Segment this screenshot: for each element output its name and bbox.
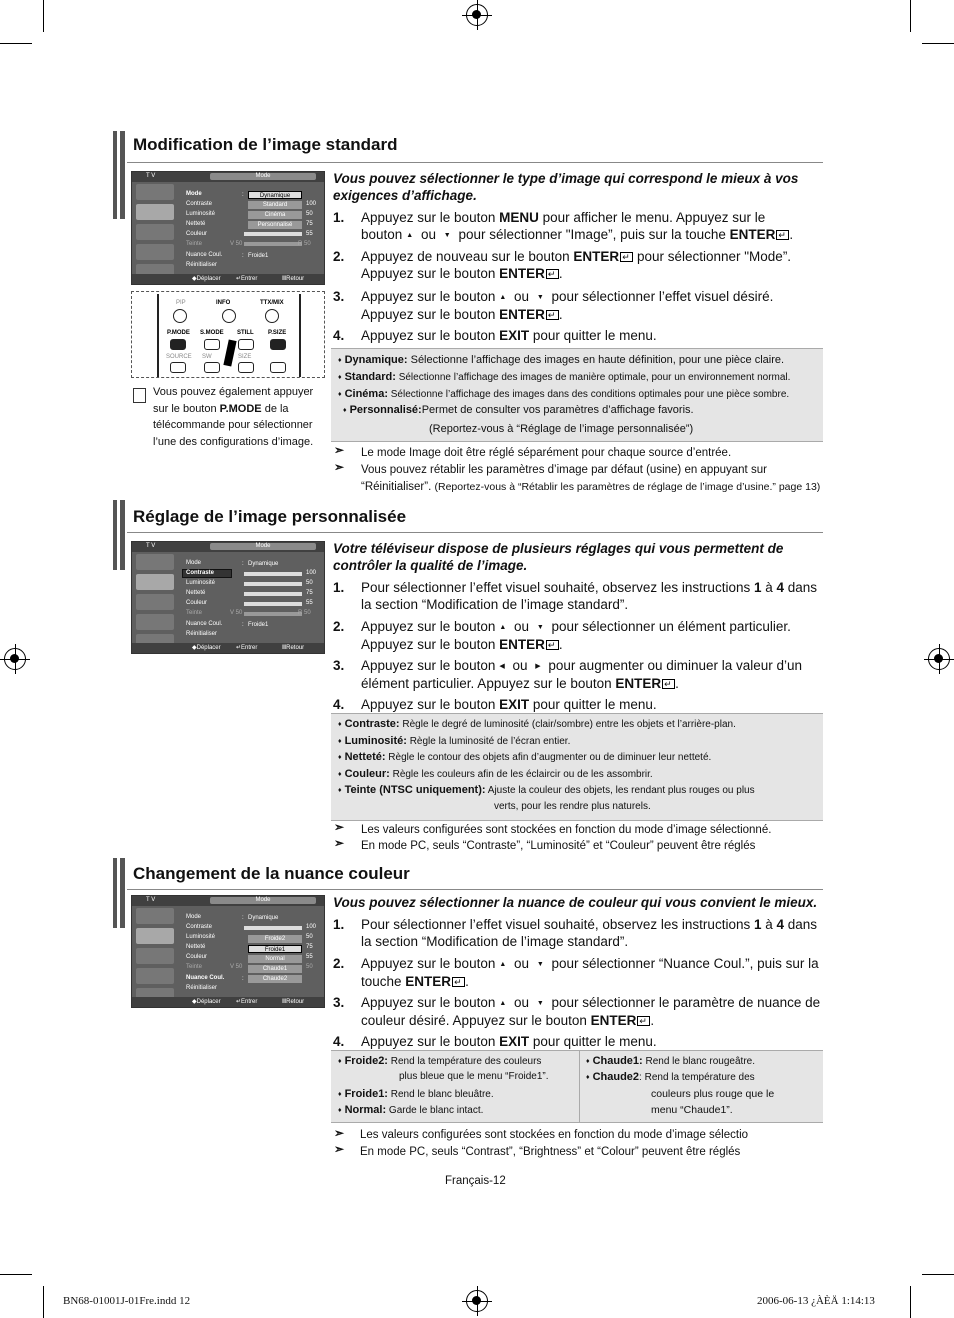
remote-label-source: SOURCE <box>166 354 192 360</box>
slider-bar <box>244 572 302 576</box>
note-text: Le mode Image doit être réglé séparément pour chaque source d’entrée. <box>361 447 732 459</box>
crop-mark <box>922 43 954 44</box>
bullet-item: ♦ Netteté: Règle le contour des objets afin d’augmenter ou de diminuer leur netteté. <box>338 751 712 763</box>
bullet-item: ♦ Froide1: Rend le blanc bleuâtre. <box>338 1088 494 1100</box>
slider-bar <box>244 592 302 596</box>
remote-label-swap: SW <box>202 354 212 360</box>
option-chaude1: Chaude1 <box>248 965 302 973</box>
bullet-item: ♦ Luminosité: Règle la luminosité de l’écran entier. <box>338 735 571 747</box>
note-arrow-icon: ➣ <box>334 1126 345 1140</box>
section-marker <box>117 131 120 219</box>
mode-value: Dynamique <box>248 915 279 921</box>
remote-label-still: STILL <box>237 330 254 336</box>
enter-icon <box>452 977 465 987</box>
info-box <box>331 1050 823 1123</box>
teinte-r: R 50 <box>298 610 311 616</box>
value: 75 <box>306 221 313 227</box>
value: 50 <box>306 934 313 940</box>
slider-bar <box>244 582 302 586</box>
slider-bar <box>244 232 302 236</box>
enter-icon <box>637 1016 650 1026</box>
psize-button-icon <box>270 339 286 350</box>
registration-mark-icon <box>928 648 950 670</box>
note-arrow-icon: ➣ <box>334 443 345 457</box>
up-arrow-icon <box>495 995 510 1010</box>
footer-back: Retour <box>286 999 305 1005</box>
crop-mark <box>922 1274 954 1275</box>
bullet-item: ♦ Chaude1: Rend le blanc rougeâtre. <box>586 1055 755 1067</box>
print-date: 2006-06-13 ¿ÀÈÄ 1:14:13 <box>757 1295 875 1307</box>
crop-mark <box>43 1286 44 1318</box>
nuance-value: Froide1 <box>248 622 269 628</box>
tip-text: Vous pouvez également appuyer sur le bouton P.MODE de la télécommande pour sélectionner l’une des configurations d’image. <box>153 386 314 448</box>
option-normal: Normal <box>248 955 302 963</box>
registration-mark-icon <box>466 1290 488 1312</box>
slider-bar <box>244 612 302 616</box>
tv-label: T V <box>146 543 156 549</box>
page-number: Français-12 <box>445 1175 506 1187</box>
remote-label-pip: PIP <box>176 300 186 306</box>
footer-enter: Entrer <box>241 999 258 1005</box>
footer-move: Déplacer <box>196 645 221 651</box>
footer-move: Déplacer <box>196 276 221 282</box>
bullet-continuation: verts, pour les rendre plus naturels. <box>494 801 651 812</box>
bullet-item: ♦ Personnalisé:Permet de consulter vos paramètres d’affichage favoris. <box>343 404 694 416</box>
bullet-continuation: plus bleue que le menu “Froide1”. <box>399 1071 549 1082</box>
footer-enter: Entrer <box>241 276 258 282</box>
colon: : <box>242 253 244 259</box>
colon: : <box>242 622 244 628</box>
menu-item-mode: Mode <box>186 914 202 920</box>
footer-back: Retour <box>286 645 305 651</box>
menu-header: Mode <box>210 897 316 904</box>
value: 55 <box>306 954 313 960</box>
option-dynamique: Dynamique <box>248 191 302 199</box>
remote-label-smode: S.MODE <box>200 330 224 336</box>
option-froide2: Froide2 <box>248 935 302 943</box>
slider-bar <box>244 602 302 606</box>
up-button-icon <box>270 362 286 373</box>
down-arrow-icon <box>533 619 548 634</box>
section-marker <box>117 500 120 570</box>
menu-item-contraste: Contraste <box>186 924 213 930</box>
section-rule <box>127 162 823 163</box>
value: 50 <box>306 211 313 217</box>
menu-item-nettete: Netteté <box>186 221 206 227</box>
menu-item-teinte: Teinte <box>186 610 203 616</box>
menu-item-reinit: Réinitialiser <box>186 985 218 991</box>
crop-mark <box>910 1286 911 1318</box>
info-button-icon <box>222 309 236 323</box>
menu-item-reinit: Réinitialiser <box>186 631 218 637</box>
value: 75 <box>306 944 313 950</box>
menu-item-nettete: Netteté <box>186 590 206 596</box>
up-arrow-icon <box>495 619 510 634</box>
menu-item-contraste: Contraste <box>186 570 215 576</box>
section-intro: Vous pouvez sélectionner le type d’image qui correspond le mieux à vos exigences d’affichage. <box>333 171 799 203</box>
right-arrow-icon <box>531 658 544 673</box>
teinte-v: V 50 <box>230 610 243 616</box>
slider-bar <box>244 926 302 930</box>
option-standard: Standard <box>248 201 302 209</box>
section-intro: Votre téléviseur dispose de plusieurs réglages qui vous permettent de contrôler la qualité de l’image. <box>333 541 784 573</box>
section-title: Réglage de l’image personnalisée <box>133 507 407 526</box>
still-button-icon <box>238 339 254 350</box>
menu-item-nuance: Nuance Coul. <box>186 252 223 258</box>
up-arrow-icon <box>495 956 510 971</box>
enter-icon <box>662 679 675 689</box>
note-text: “Réinitialiser”. (Reportez-vous à “Rétablir les paramètres de réglage de l’image d’usine.” page 13) <box>361 481 821 493</box>
note-text: En mode PC, seuls “Contraste”, “Luminosité” et “Couleur” peuvent être réglés <box>361 840 756 852</box>
value: 75 <box>306 590 313 596</box>
bullet-continuation: couleurs plus rouge que le <box>651 1088 775 1100</box>
bullet-item: ♦ Cinéma: Sélectionne l’affichage des images dans des conditions optimales pour une pièce sombre. <box>338 388 790 400</box>
tv-label: T V <box>146 897 156 903</box>
value: 100 <box>306 201 317 207</box>
teinte-r: R 50 <box>298 241 311 247</box>
ttx-button-icon <box>265 309 279 323</box>
section-rule <box>127 889 823 890</box>
enter-icon <box>620 252 633 262</box>
mode-value: Dynamique <box>248 561 279 567</box>
bullet-item: ♦ Froide2: Rend la température des couleurs <box>338 1055 542 1067</box>
menu-item-couleur: Couleur <box>186 954 208 960</box>
bullet-item: ♦ Normal: Garde le blanc intact. <box>338 1104 484 1116</box>
value: 50 <box>306 964 313 970</box>
registration-mark-icon <box>4 648 26 670</box>
footer-move: Déplacer <box>196 999 221 1005</box>
colon: : <box>242 915 244 921</box>
menu-item-teinte: Teinte <box>186 964 203 970</box>
bullet-item: ♦ Chaude2: Rend la température des <box>586 1071 755 1083</box>
enter-icon <box>546 640 559 650</box>
menu-item-teinte: Teinte <box>186 241 203 247</box>
teinte-v: V 50 <box>230 964 243 970</box>
bullet-item: ♦ Contraste: Règle le degré de luminosité (clair/sombre) entre les objets et l’arrière-plan. <box>338 718 736 730</box>
option-personnalise: Personnalisé <box>248 221 302 229</box>
smode-button-icon <box>204 339 220 350</box>
section-marker <box>117 858 120 928</box>
note-arrow-icon: ➣ <box>334 460 345 474</box>
file-name: BN68-01001J-01Fre.indd 12 <box>63 1295 191 1307</box>
menu-item-luminosite: Luminosité <box>186 580 216 586</box>
enter-icon <box>776 230 789 240</box>
remote-label-pmode: P.MODE <box>167 330 190 336</box>
menu-item-luminosite: Luminosité <box>186 934 216 940</box>
crop-mark <box>0 1274 32 1275</box>
bullet-item: ♦ Standard: Sélectionne l’affichage des images de manière optimale, pour un environnement normal. <box>338 371 791 383</box>
colon: : <box>242 192 244 198</box>
bullet-continuation: menu “Chaude1”. <box>651 1104 733 1116</box>
down-arrow-icon <box>440 227 455 242</box>
value: 100 <box>306 924 317 930</box>
option-cinema: Cinéma <box>248 211 302 219</box>
menu-item-nettete: Netteté <box>186 944 206 950</box>
footer-back: Retour <box>286 276 305 282</box>
left-arrow-icon <box>495 658 508 673</box>
value: 50 <box>306 580 313 586</box>
menu-item-nuance: Nuance Coul. <box>186 621 223 627</box>
menu-item-couleur: Couleur <box>186 600 208 606</box>
remote-label-ttx: TTX/MIX <box>260 300 284 306</box>
up-arrow-icon <box>402 227 417 242</box>
menu-item-nuance: Nuance Coul. <box>186 975 225 981</box>
crop-mark <box>0 43 32 44</box>
remote-label-info: INFO <box>216 300 231 306</box>
note-arrow-icon: ➣ <box>334 820 345 834</box>
tv-menu-screen: T V Mode Mode Contraste Luminosité Netteté Couleur Teinte Nuance Coul. Réinitialiser : Dynamique : Froide2 Froide1 Normal Chaude1 Chaude2 V 50 100 50 75 55 50 ◆ Déplacer ↵ Entrer Ⅲ Retour <box>131 895 325 1008</box>
menu-header: Mode <box>210 173 316 180</box>
value: 55 <box>306 600 313 606</box>
value: 55 <box>306 231 313 237</box>
menu-header: Mode <box>210 543 316 550</box>
swap-button-icon <box>204 362 220 373</box>
option-froide1: Froide1 <box>248 945 302 953</box>
remote-control-illustration <box>131 291 325 378</box>
note-text: Les valeurs configurées sont stockées en fonction du mode d’image sélectio <box>360 1129 749 1141</box>
info-box <box>331 713 823 821</box>
menu-item-couleur: Couleur <box>186 231 208 237</box>
pip-button-icon <box>173 309 187 323</box>
tv-menu-screen: T V Mode Mode Contraste Luminosité Netteté Couleur Teinte Nuance Coul. Réinitialiser : Dynamique : Froide1 V 50 R 50 100 50 75 55 ◆ Déplacer ↵ Entrer Ⅲ Retour <box>131 541 325 654</box>
note-icon <box>133 388 146 403</box>
section-title: Changement de la nuance couleur <box>133 864 410 883</box>
pmode-button-icon <box>170 339 186 350</box>
menu-item-mode: Mode <box>186 191 202 197</box>
size-button-icon <box>238 362 254 373</box>
note-arrow-icon: ➣ <box>334 836 345 850</box>
up-arrow-icon <box>495 289 510 304</box>
bullet-item: ♦ Couleur: Règle les couleurs afin de les éclaircir ou de les assombrir. <box>338 768 653 780</box>
tv-menu-screen: T V Mode Mode Contraste Luminosité Netteté Couleur Teinte Nuance Coul. Réinitialiser : : Froide1 Dynamique Standard Cinéma Personnalisé V 50 R 50 100 50 75 55 ◆ Déplacer ↵ Entrer Ⅲ Retour <box>131 171 325 285</box>
section-title: Modification de l’image standard <box>133 135 398 154</box>
crop-mark <box>43 0 44 32</box>
info-box <box>331 348 823 442</box>
menu-item-reinit: Réinitialiser <box>186 262 218 268</box>
section-intro: Vous pouvez sélectionner la nuance de couleur qui vous convient le mieux. <box>333 895 818 910</box>
note-arrow-icon: ➣ <box>334 1142 345 1156</box>
down-arrow-icon <box>533 956 548 971</box>
enter-icon <box>546 310 559 320</box>
enter-icon <box>546 269 559 279</box>
bullet-item: ♦ Teinte (NTSC uniquement): Ajuste la couleur des objets, les rendant plus rouges ou plus <box>338 784 755 796</box>
nuance-value: Froide1 <box>248 253 269 259</box>
down-arrow-icon <box>533 995 548 1010</box>
bullet-item: ♦ Dynamique: Sélectionne l’affichage des images en haute définition, pour une pièce claire. <box>338 354 785 366</box>
registration-mark-icon <box>466 4 488 26</box>
menu-item-luminosite: Luminosité <box>186 211 216 217</box>
colon: : <box>242 561 244 567</box>
slider-bar <box>244 242 302 246</box>
menu-item-contraste: Contraste <box>186 201 213 207</box>
note-text: En mode PC, seuls “Contrast”, “Brightness” et “Colour” peuvent être réglés <box>360 1146 741 1158</box>
tv-label: T V <box>146 173 156 179</box>
colon: : <box>242 976 244 982</box>
note-text: Les valeurs configurées sont stockées en fonction du mode d’image sélectionné. <box>361 824 772 836</box>
value: 100 <box>306 570 317 576</box>
teinte-v: V 50 <box>230 241 243 247</box>
option-chaude2: Chaude2 <box>248 975 302 983</box>
bullet-reference: (Reportez-vous à “Réglage de l’image personnalisée”) <box>429 423 694 435</box>
remote-label-psize: P.SIZE <box>268 330 287 336</box>
remote-label-size: SIZE <box>238 354 252 360</box>
source-button-icon <box>170 362 186 373</box>
crop-mark <box>910 0 911 32</box>
footer-enter: Entrer <box>241 645 258 651</box>
menu-item-mode: Mode <box>186 560 202 566</box>
section-rule <box>127 532 823 533</box>
down-arrow-icon <box>533 289 548 304</box>
note-text: Vous pouvez rétablir les paramètres d’image par défaut (usine) en appuyant sur <box>361 464 767 476</box>
